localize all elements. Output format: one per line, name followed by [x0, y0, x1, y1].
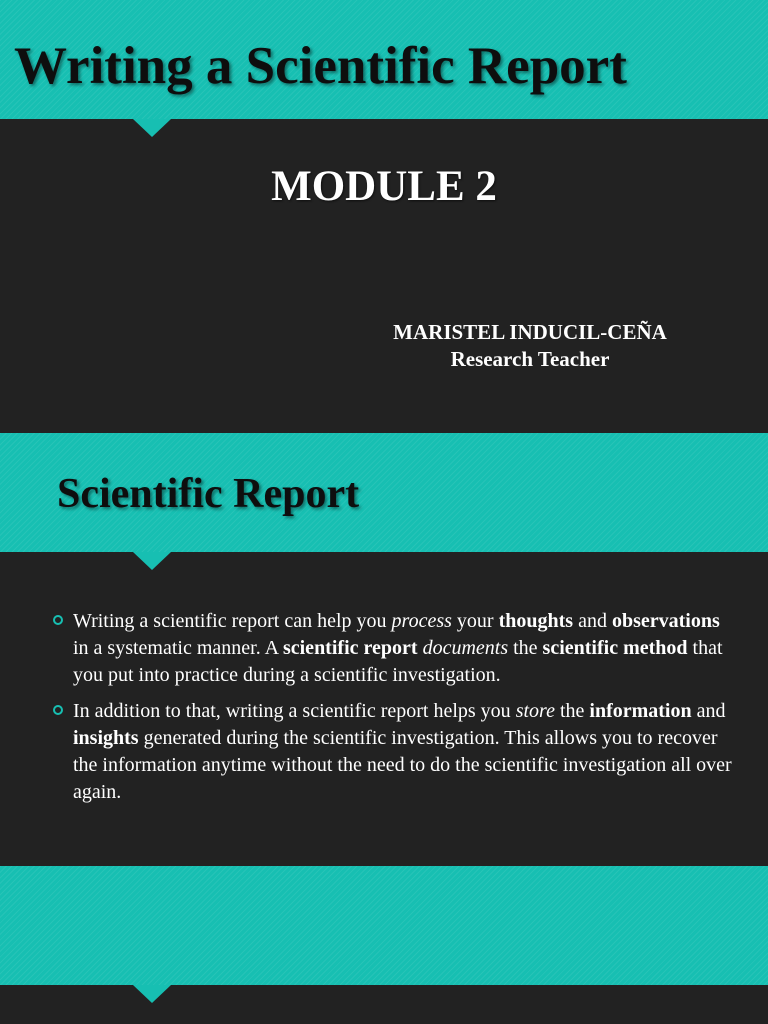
slide-title: Writing a Scientific Report — [14, 37, 627, 95]
emphasis-text: store — [515, 700, 555, 722]
text-run: Writing a scientific report can help you — [73, 610, 392, 632]
bold-text: thoughts — [498, 610, 574, 632]
circle-outline-icon — [53, 615, 63, 625]
bullet-item — [52, 698, 732, 806]
emphasis-text: process — [391, 610, 452, 632]
author-name: MARISTEL INDUCIL-CEÑA — [393, 320, 667, 344]
text-run: the — [508, 637, 543, 659]
circle-outline-icon — [53, 705, 63, 715]
banner-notch — [133, 119, 171, 137]
bold-text: observations — [611, 610, 720, 632]
text-run: generated during the scientific investigation. This allows you to recover the information anytime without the need to do the scientific investigation all over again. — [73, 727, 732, 803]
bold-text: insights — [73, 727, 139, 749]
bold-text: information — [589, 700, 692, 722]
section-title: Scientific Report — [57, 471, 360, 517]
author-role: Research Teacher — [450, 347, 610, 371]
text-run: and — [573, 610, 612, 632]
banner-notch — [133, 552, 171, 570]
text-run: that you put into practice during a scientific investigation. — [73, 637, 723, 686]
banner-notch — [133, 985, 171, 1003]
text-run: your — [451, 610, 499, 632]
emphasis-text: documents — [422, 637, 509, 659]
bold-text: scientific method — [542, 637, 688, 659]
bullet-list — [52, 608, 732, 815]
bullet-item — [52, 608, 732, 689]
text-run: and — [691, 700, 726, 722]
next-slide-banner — [0, 866, 768, 985]
text-run: In addition to that, writing a scientific report helps you — [73, 700, 516, 722]
text-run: in a systematic manner. A — [73, 637, 283, 659]
text-run: the — [554, 700, 590, 722]
bold-text: scientific report — [282, 637, 418, 659]
module-heading: MODULE 2 — [271, 163, 497, 210]
